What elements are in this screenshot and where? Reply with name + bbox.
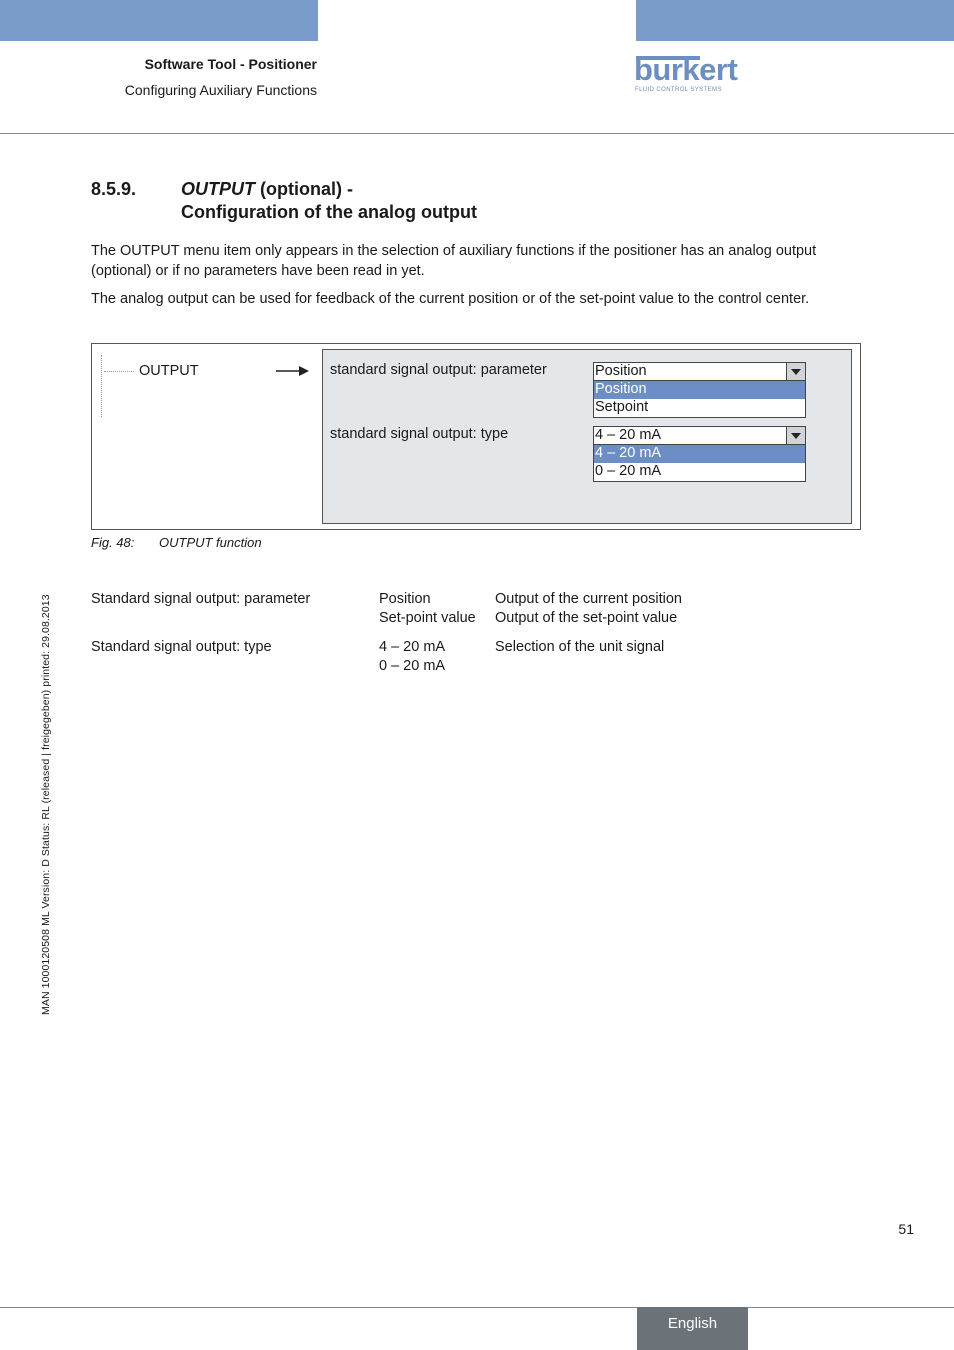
parameter-dropdown-value[interactable]	[594, 363, 805, 381]
logo-wordmark: burkert	[634, 52, 738, 87]
document-side-info: MAN 1000120508 ML Version: D Status: RL (released | freigegeben) printed: 29.08.2013	[40, 594, 52, 1015]
table-value-1b: Set-point value	[379, 610, 476, 626]
figure-caption-number: Fig. 48:	[91, 535, 135, 550]
section-number: 8.5.9.	[91, 179, 137, 199]
table-desc-2a: Selection of the unit signal	[495, 639, 665, 655]
menu-item-output[interactable]: OUTPUT	[139, 363, 199, 379]
table-value-2b: 0 – 20 mA	[379, 658, 446, 674]
header-title: Software Tool - Positioner	[144, 56, 317, 72]
parameter-dropdown[interactable]	[593, 362, 806, 418]
table-value-1a: Position	[379, 591, 431, 607]
logo-tagline: FLUID CONTROL SYSTEMS	[635, 87, 722, 93]
table-value-2a: 4 – 20 mA	[379, 639, 446, 655]
section-title-line2: Configuration of the analog output	[181, 202, 477, 222]
right-arrow-icon	[275, 364, 311, 378]
section-title-line1	[181, 179, 353, 200]
tree-connector-horizontal	[104, 371, 134, 372]
type-dropdown-value[interactable]	[594, 427, 805, 445]
tree-connector-vertical	[101, 355, 102, 417]
parameter-label: standard signal output: parameter	[330, 362, 547, 378]
table-desc-1b: Output of the set-point value	[495, 610, 678, 626]
footer-divider	[0, 1307, 954, 1308]
header-bar-right	[636, 0, 954, 41]
parameter-selected-text: Position	[595, 363, 647, 379]
parameter-option-setpoint[interactable]: Setpoint	[595, 399, 649, 415]
type-selected-text: 4 – 20 mA	[595, 427, 662, 443]
chevron-down-icon[interactable]	[786, 427, 805, 444]
page-number: 51	[898, 1221, 914, 1237]
language-tab: English	[637, 1307, 748, 1350]
section-title-rest: (optional) -	[255, 179, 353, 199]
chevron-down-icon[interactable]	[786, 363, 805, 380]
section-title-keyword: OUTPUT	[181, 179, 255, 199]
header-subtitle: Configuring Auxiliary Functions	[124, 82, 317, 98]
table-param-2: Standard signal output: type	[91, 639, 272, 655]
type-option-4-20ma[interactable]: 4 – 20 mA	[594, 445, 805, 463]
burkert-logo	[634, 52, 738, 96]
paragraph-1: The OUTPUT menu item only appears in the selection of auxiliary functions if the positioner has an analog output (optional) or if no parameters have been read in yet.	[91, 243, 817, 279]
table-desc-1a: Output of the current position	[495, 591, 682, 607]
paragraph-2: The analog output can be used for feedback of the current position or of the set-point value to the control center.	[91, 291, 810, 307]
header-divider	[0, 133, 954, 134]
figure-caption	[91, 535, 262, 550]
type-label: standard signal output: type	[330, 426, 509, 442]
parameter-option-position[interactable]: Position	[594, 381, 805, 399]
figure-caption-text: OUTPUT function	[159, 535, 262, 550]
type-option-0-20ma[interactable]: 0 – 20 mA	[595, 463, 662, 479]
type-dropdown[interactable]	[593, 426, 806, 482]
header-bar-left	[0, 0, 318, 41]
table-param-1: Standard signal output: parameter	[91, 591, 311, 607]
